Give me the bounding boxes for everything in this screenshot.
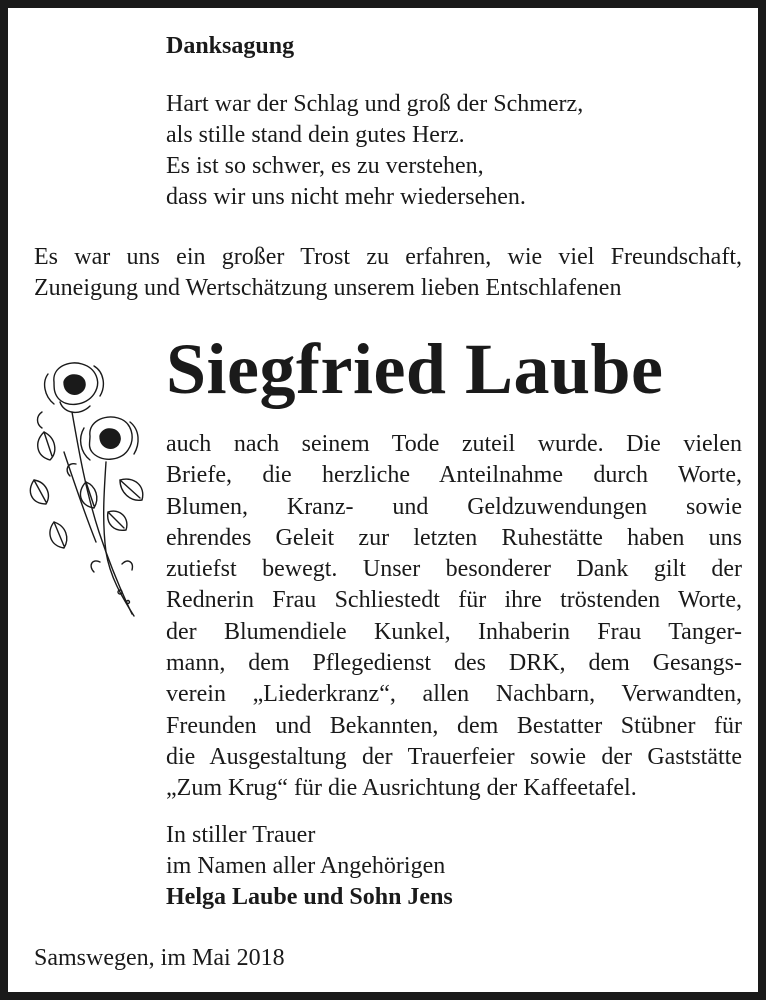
poem-line: dass wir uns nicht mehr wiedersehen. [166,184,526,210]
body-line: Briefe, die herzliche Anteilnahme durch Worte, [166,462,742,489]
body-line: Rednerin Frau Schliestedt für ihre tröstenden Worte, [166,587,742,614]
body-line: der Blumendiele Kunkel, Inhaberin Frau Tanger- [166,618,742,645]
body-line: auch nach seinem Tode zuteil wurde. Die vielen [166,431,742,457]
poem-line: Es ist so schwer, es zu verstehen, [166,153,484,179]
body-line: „Zum Krug“ für die Ausrichtung der Kaffeetafel. [166,775,637,802]
place-date: Samswegen, im Mai 2018 [34,945,285,971]
closing-line: In stiller Trauer [166,822,316,848]
body-line: verein „Liederkranz“, allen Nachbarn, Verwandten, [166,681,742,708]
poem-line: als stille stand dein gutes Herz. [166,122,465,148]
body-line: die Ausgestaltung der Trauerfeier sowie der Gaststätte [166,743,742,770]
intro-line: Es war uns ein großer Trost zu erfahren, wie viel Freundschaft, [34,244,742,270]
poem [166,89,583,213]
closing-block [166,820,453,913]
body-line: Blumen, Kranz- und Geldzuwendungen sowie [166,493,742,520]
heading: Danksagung [166,33,295,59]
mourners-names: Helga Laube und Sohn Jens [166,884,453,910]
body-line: zutiefst bewegt. Unser besonderer Dank gilt der [166,556,742,583]
body-line: Freunden und Bekannten, dem Bestatter Stübner für [166,712,742,739]
body-line: mann, dem Pflegedienst des DRK, dem Gesangs- [166,650,742,677]
deceased-name: Siegfried Laube [166,329,664,409]
body-paragraph [166,429,742,805]
poem-line: Hart war der Schlag und groß der Schmerz, [166,91,584,117]
body-line: ehrendes Geleit zur letzten Ruhestätte haben uns [166,524,742,551]
intro-paragraph [34,242,742,304]
intro-line: Zuneigung und Wertschätzung unserem lieben Entschlafenen [34,275,622,301]
closing-line: im Namen aller Angehörigen [166,853,446,879]
roses-icon [24,352,154,622]
